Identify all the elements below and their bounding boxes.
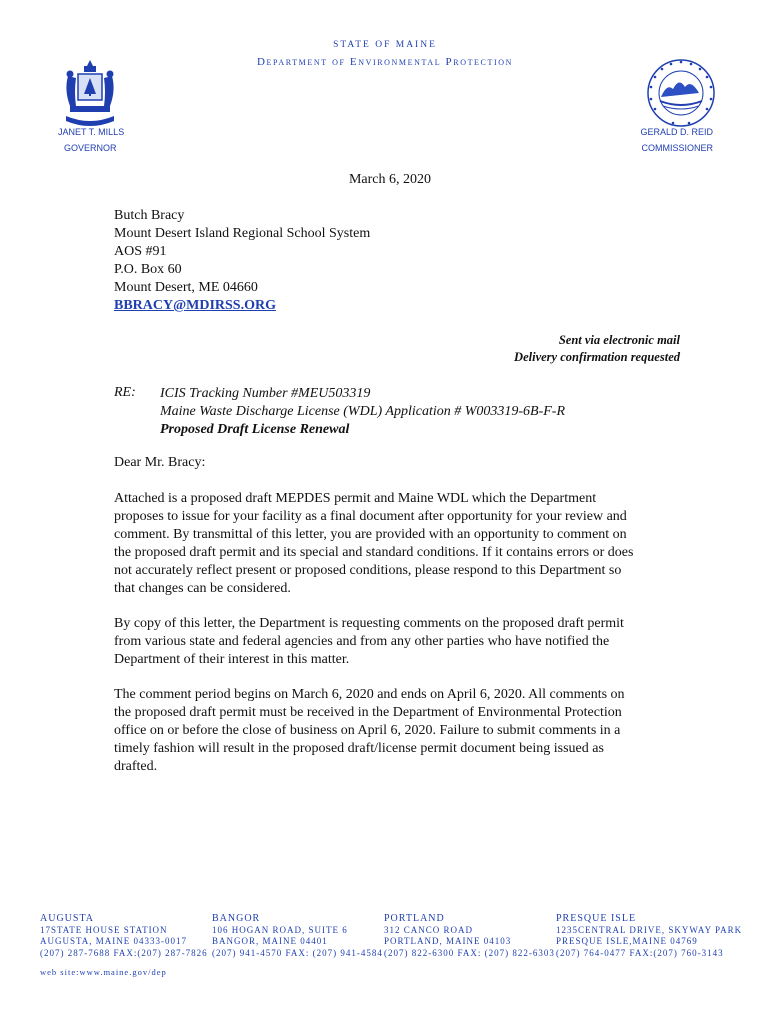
salutation: Dear Mr. Bracy: bbox=[114, 455, 206, 470]
delivery-line-1: Sent via electronic mail bbox=[558, 333, 680, 347]
dep-seal-icon bbox=[645, 57, 717, 129]
office-city: PRESQUE ISLE bbox=[556, 913, 637, 924]
governor-title: GOVERNOR bbox=[64, 143, 117, 153]
footer-office-augusta bbox=[40, 913, 208, 959]
office-city-zip: BANGOR, MAINE 04401 bbox=[212, 936, 328, 946]
footer-office-portland bbox=[384, 913, 555, 959]
department-heading: Department of Environmental Protection bbox=[257, 56, 513, 68]
office-phone: (207) 764-0477 FAX:(207) 760-3143 bbox=[556, 947, 724, 958]
paragraph-line: the proposed draft permit must be received in the Department of Environmental Protection bbox=[114, 705, 622, 720]
office-phone: (207) 287-7688 FAX:(207) 287-7826 bbox=[40, 947, 208, 958]
letter-date: March 6, 2020 bbox=[348, 172, 432, 187]
recipient-line: Butch Bracy bbox=[114, 208, 185, 223]
office-city: BANGOR bbox=[212, 913, 261, 924]
delivery-line-2: Delivery confirmation requested bbox=[514, 350, 680, 364]
paragraph-line: not accurately reflect present or proposed conditions, please respond to this Department so bbox=[114, 563, 622, 578]
commissioner-name: GERALD D. REID bbox=[640, 127, 713, 137]
re-line-2: Maine Waste Discharge License (WDL) Application # W003319-6B-F-R bbox=[160, 404, 566, 419]
paragraph-line: from various state and federal agencies and from any other parties who have notified the bbox=[114, 634, 610, 649]
paragraph-line: Attached is a proposed draft MEPDES permit and Maine WDL which the Department bbox=[114, 491, 597, 506]
office-city: AUGUSTA bbox=[40, 913, 94, 924]
office-city-zip: AUGUSTA, MAINE 04333-0017 bbox=[40, 936, 188, 946]
paragraph-line: comment. By transmittal of this letter, you are provided with an opportunity to comment on bbox=[114, 527, 627, 542]
paragraph-line: Department of their interest in this matter. bbox=[114, 652, 350, 667]
re-label: RE: bbox=[114, 385, 136, 400]
recipient-email-link[interactable]: BBRACY@MDIRSS.ORG bbox=[114, 298, 276, 313]
governor-name: JANET T. MILLS bbox=[58, 127, 125, 137]
office-city-zip: PRESQUE ISLE,MAINE 04769 bbox=[556, 936, 698, 946]
paragraph-line: By copy of this letter, the Department is requesting comments on the proposed draft permit bbox=[114, 616, 624, 631]
re-line-3: Proposed Draft License Renewal bbox=[160, 422, 350, 437]
paragraph-line: the proposed draft permit and its special and standard conditions. If it contains errors or does bbox=[114, 545, 634, 560]
recipient-line: AOS #91 bbox=[114, 244, 167, 259]
recipient-line: Mount Desert Island Regional School System bbox=[114, 226, 371, 241]
commissioner-title: COMMISSIONER bbox=[641, 143, 713, 153]
delivery-note bbox=[514, 332, 680, 366]
office-city: PORTLAND bbox=[384, 913, 445, 924]
re-line-1: ICIS Tracking Number #MEU503319 bbox=[160, 386, 371, 401]
paragraph-line: that changes can be considered. bbox=[114, 581, 291, 596]
footer-office-bangor bbox=[212, 913, 383, 959]
paragraph-line: timely fashion will result in the proposed draft/license permit document being issued as bbox=[114, 741, 604, 756]
office-city-zip: PORTLAND, MAINE 04103 bbox=[384, 936, 512, 946]
re-block bbox=[160, 385, 565, 439]
recipient-line: P.O. Box 60 bbox=[114, 262, 182, 277]
paragraph-line: proposes to issue for your facility as a final document after opportunity for your review and bbox=[114, 509, 627, 524]
office-phone: (207) 941-4570 FAX: (207) 941-4584 bbox=[212, 947, 383, 958]
recipient-line: Mount Desert, ME 04660 bbox=[114, 280, 258, 295]
recipient-address bbox=[114, 207, 370, 315]
office-phone: (207) 822-6300 FAX: (207) 822-6303 bbox=[384, 947, 555, 958]
footer-office-presque-isle bbox=[556, 913, 742, 959]
footer-website-link[interactable]: web site:www.maine.gov/dep bbox=[40, 967, 167, 977]
body-paragraph-1 bbox=[114, 490, 674, 598]
paragraph-line: office on or before the close of business on April 6, 2020. Failure to submit comments in a bbox=[114, 723, 621, 738]
office-address: 17STATE HOUSE STATION bbox=[40, 924, 168, 935]
state-seal-icon bbox=[60, 58, 120, 126]
paragraph-line: drafted. bbox=[114, 759, 158, 774]
office-address: 106 HOGAN ROAD, SUITE 6 bbox=[212, 924, 348, 935]
state-heading: STATE OF MAINE bbox=[333, 40, 437, 50]
office-address: 1235CENTRAL DRIVE, SKYWAY PARK bbox=[556, 924, 743, 935]
paragraph-line: The comment period begins on March 6, 2020 and ends on April 6, 2020. All comments on bbox=[114, 687, 625, 702]
body-paragraph-2 bbox=[114, 615, 674, 669]
body-paragraph-3 bbox=[114, 686, 674, 776]
office-address: 312 CANCO ROAD bbox=[384, 924, 474, 935]
